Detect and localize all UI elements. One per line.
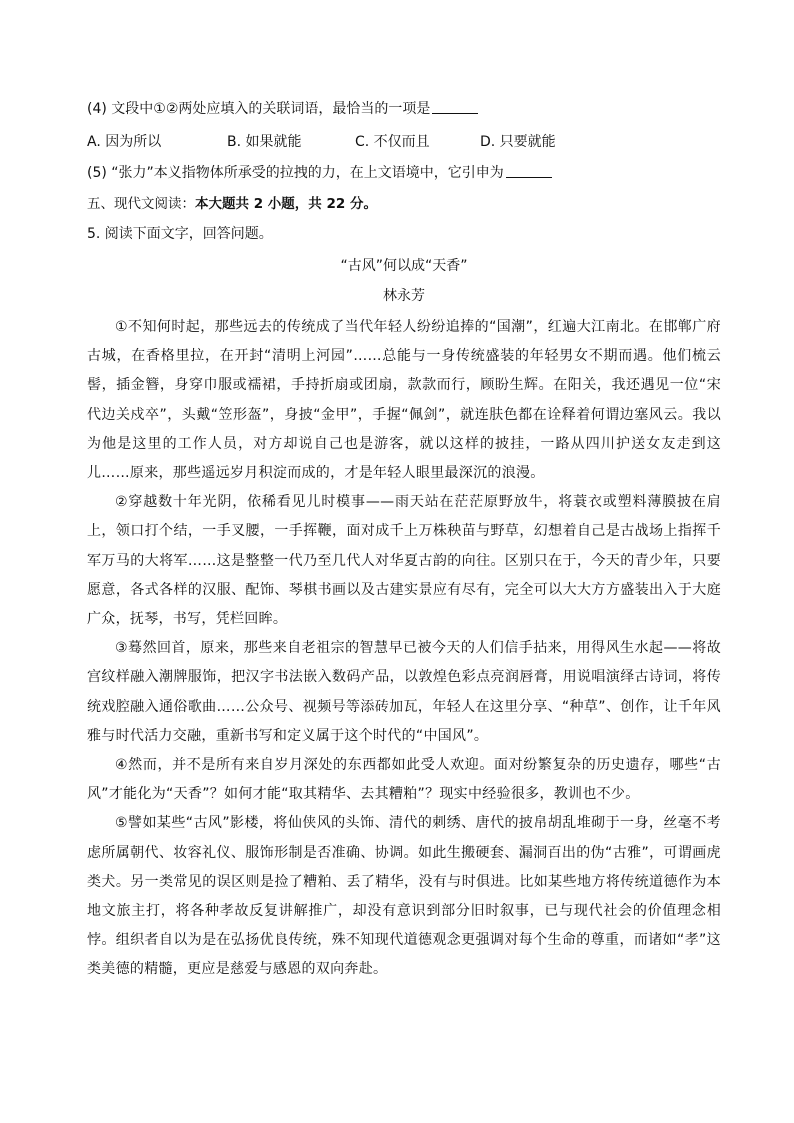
question-4: [87, 98, 721, 120]
section-detail: 本大题共 2 小题，共 22 分。: [195, 196, 377, 212]
paragraph-3: ③蓦然回首，原来，那些来自老祖宗的智慧早已被今天的人们信手拈来，用得风生水起——将故宫纹样融入潮牌服饰，把汉字书法嵌入数码产品，以敦煌色彩点亮润唇膏，用说唱演绎古诗词，将传统戏腔融入通俗歌曲……公众号、视频号等添砖加瓦，年轻人在这里分享、“种草”、创作，让千年风雅与时代活力交融，重新书写和定义属于这个时代的“中国风”。: [87, 640, 721, 744]
option-c: C. 不仅而且: [355, 134, 430, 150]
paragraph-5: ⑤譬如某些“古风”影楼，将仙侠风的头饰、清代的刺绣、唐代的披帛胡乱堆砌于一身，丝毫不考虑所属朝代、妆容礼仪、服饰形制是否准确、协调。如此生搬硬套、漏洞百出的伪“古雅”，可谓画虎类犬。另一类常见的误区则是捡了糟粕、丢了精华，没有与时俱进。比如某些地方将传统道德作为本地文旅主打，将各种孝故反复讲解推广，却没有意识到部分旧时叙事，已与现代社会的价值理念相悖。组织者自以为是在弘扬优良传统，殊不知现代道德观念更强调对每个生命的尊重，而诸如“孝”这类美德的精髓，更应是慈爱与感恩的双向奔赴。: [87, 815, 721, 978]
option-a: A. 因为所以: [87, 134, 162, 150]
article-title: “古风”何以成“天香”: [340, 258, 468, 274]
section-heading: [87, 193, 721, 215]
question-5-text: (5) “张力”本义指物体所承受的拉拽的力，在上文语境中，它引申为: [87, 165, 504, 181]
section-prefix: 五、现代文阅读：: [87, 196, 195, 212]
question-5: [87, 162, 721, 184]
document-page: [87, 98, 721, 985]
answer-blank[interactable]: [432, 99, 478, 114]
paragraph-1: ①不知何时起，那些远去的传统成了当代年轻人纷纷追捧的“国潮”，红遍大江南北。在邯郸广府古城，在香格里拉，在开封“清明上河园”……总能与一身传统盛装的年轻男女不期而遇。他们梳云髻，插金簪，身穿巾服或襦裙，手持折扇或团扇，款款而行，顾盼生辉。在阳关，我还遇见一位“宋代边关戍卒”，头戴“笠形盔”，身披“金甲”，手握“佩剑”，就连肤色都在诠释着何谓边塞风云。我以为他是这里的工作人员，对方却说自己也是游客，就以这样的披挂，一路从四川护送女友走到这儿……原来，那些遥远岁月积淀而成的，才是年轻人眼里最深沉的浪漫。: [87, 319, 721, 482]
paragraph-4: ④然而，并不是所有来自岁月深处的东西都如此受人欢迎。面对纷繁复杂的历史遗存，哪些“古风”才能化为“天香”？如何才能“取其精华、去其糟粕”？现实中经验很多，教训也不少。: [87, 757, 721, 803]
option-b: B. 如果就能: [227, 134, 302, 150]
article-author: 林永芳: [383, 288, 425, 304]
paragraph-2: ②穿越数十年光阴，依稀看见儿时模事——雨天站在茫茫原野放牛，将蓑衣或塑料薄膜披在肩上，领口打个结，一手叉腰，一手挥鞭，面对成千上万株秧苗与野草，幻想着自己是古战场上指挥千军万马的大将军……这是整整一代乃至几代人对华夏古韵的向往。区别只在于，今天的青少年，只要愿意，各式各样的汉服、配饰、琴棋书画以及古建实景应有尽有，完全可以大大方方盛装出入于大庭广众，抚琴，书写，凭栏回眸。: [87, 494, 721, 628]
question-4-options: [87, 131, 721, 153]
question-4-text: (4) 文段中①②两处应填入的关联词语，最恰当的一项是: [87, 101, 431, 117]
answer-blank[interactable]: [506, 163, 552, 178]
reading-intro: 5. 阅读下面文字，回答问题。: [87, 226, 273, 242]
option-d: D. 只要就能: [480, 134, 556, 150]
